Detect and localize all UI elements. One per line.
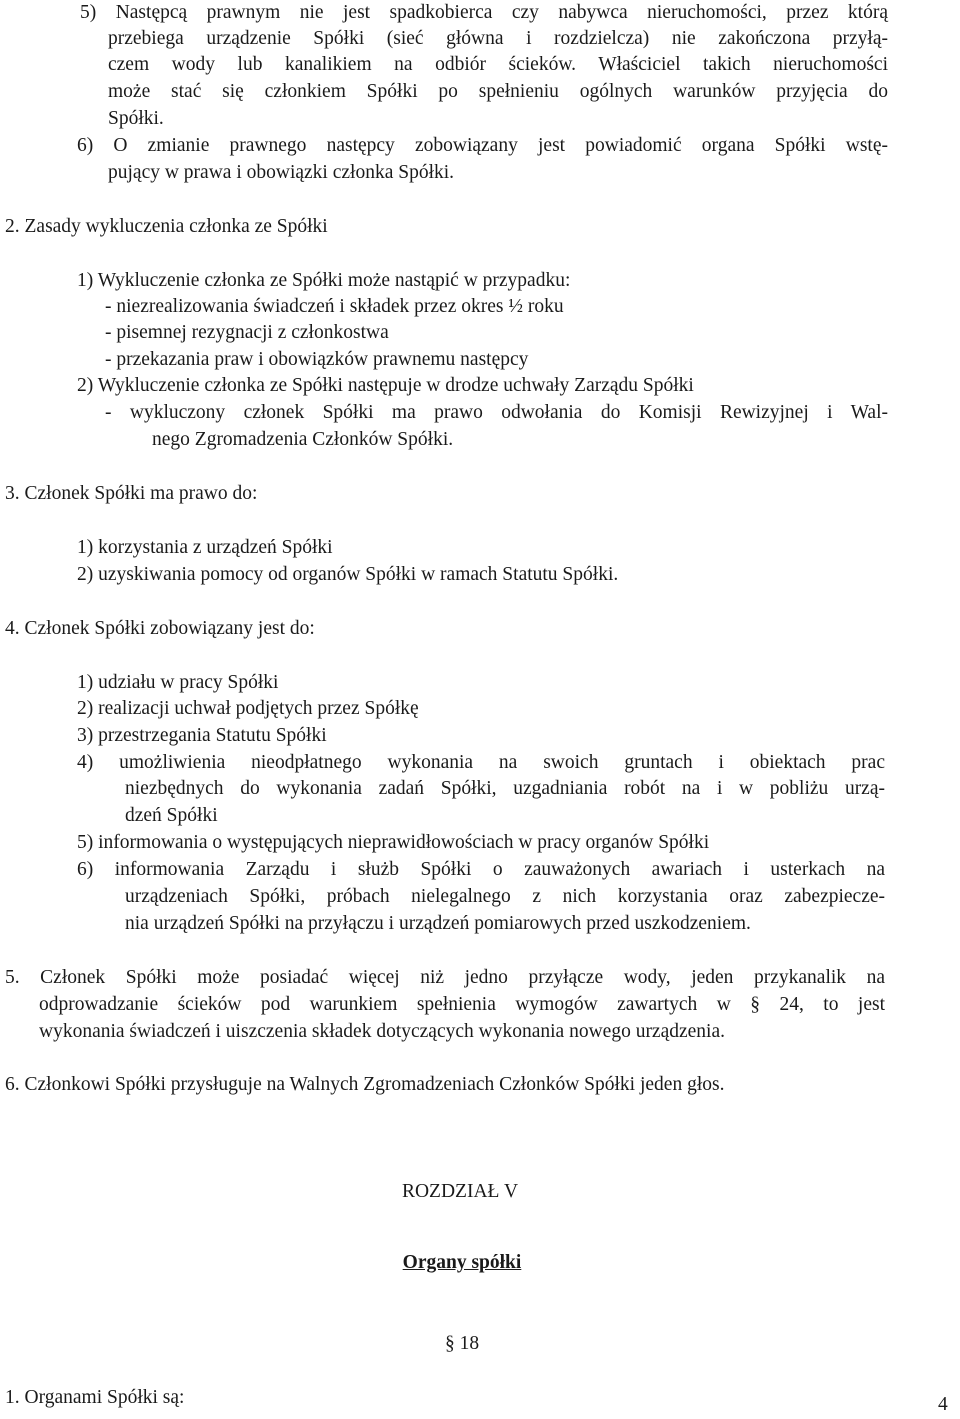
section-4-item-6-cont-1: urządzeniach Spółki, próbach nielegalnego z nich korzystania oraz zabezpiecze- — [125, 886, 885, 907]
section-2-item-1: 1) Wykluczenie członka ze Spółki może nastąpić w przypadku: — [77, 270, 571, 291]
section-4-item-2: 2) realizacji uchwał podjętych przez Spółkę — [77, 698, 419, 719]
section-6-text: 6. Członkowi Spółki przysługuje na Walnych Zgromadzeniach Członków Spółki jeden głos. — [5, 1074, 725, 1095]
section-4-item-4-cont-2: dzeń Spółki — [125, 805, 218, 826]
section-4-item-4-cont-1: niezbędnych do wykonania zadań Spółki, uzgadniania robót na i w pobliżu urzą- — [125, 778, 885, 799]
section-4-heading: 4. Członek Spółki zobowiązany jest do: — [5, 618, 315, 639]
organs-first-item: 1. Organami Spółki są: — [5, 1387, 185, 1408]
section-2-item-2: 2) Wykluczenie członka ze Spółki następuje w drodze uchwały Zarządu Spółki — [77, 375, 694, 396]
item-6-line-1: 6) O zmianie prawnego następcy zobowiązany jest powiadomić organa Spółki wstę- — [77, 135, 888, 156]
item-5-line-3: czem wody lub kanalikiem na odbiór ścieków. Właściciel takich nieruchomości — [108, 54, 888, 75]
section-2-dash-3: - przekazania praw i obowiązków prawnemu następcy — [105, 349, 529, 370]
section-2-dash-4-cont: nego Zgromadzenia Członków Spółki. — [152, 429, 454, 450]
section-4-item-6: 6) informowania Zarządu i służb Spółki o zauważonych awariach i usterkach na — [77, 859, 885, 880]
section-4-item-1: 1) udziału w pracy Spółki — [77, 672, 279, 693]
section-4-item-6-cont-2: nia urządzeń Spółki na przyłączu i urządzeń pomiarowych przed uszkodzeniem. — [125, 913, 751, 934]
item-5-line-4: może stać się członkiem Spółki po spełnieniu ogólnych warunków przyjęcia do — [108, 81, 888, 102]
section-3-item-1: 1) korzystania z urządzeń Spółki — [77, 537, 333, 558]
section-2-dash-4: - wykluczony członek Spółki ma prawo odwołania do Komisji Rewizyjnej i Wal- — [105, 402, 888, 423]
item-6-line-2: pujący w prawa i obowiązki członka Spółki. — [108, 162, 455, 183]
section-5-line-1: 5. Członek Spółki może posiadać więcej niż jedno przyłącze wody, jeden przykanalik na — [5, 967, 885, 988]
item-5-line-2: przebiega urządzenie Spółki (sieć główna i rozdzielcza) nie zakończona przyłą- — [108, 28, 888, 49]
section-3-heading: 3. Członek Spółki ma prawo do: — [5, 483, 258, 504]
section-5-line-2: odprowadzanie ścieków pod warunkiem spełnienia wymogów zawartych w § 24, to jest — [39, 994, 885, 1015]
section-2-dash-2: - pisemnej rezygnacji z członkostwa — [105, 322, 389, 343]
chapter-subtitle: Organy spółki — [402, 1252, 522, 1273]
chapter-subtitle-wrap — [0, 1250, 924, 1276]
item-5-line-1: 5) Następcą prawnym nie jest spadkobierca czy nabywca nieruchomości, przez którą — [80, 2, 888, 23]
section-4-item-5: 5) informowania o występujących nieprawidłowościach w pracy organów Spółki — [77, 832, 710, 853]
item-5-line-5: Spółki. — [108, 108, 164, 129]
section-4-item-3: 3) przestrzegania Statutu Spółki — [77, 725, 327, 746]
section-2-heading: 2. Zasady wykluczenia członka ze Spółki — [5, 216, 328, 237]
section-3-item-2: 2) uzyskiwania pomocy od organów Spółki w ramach Statutu Spółki. — [77, 564, 619, 585]
paragraph-number: § 18 — [444, 1333, 480, 1354]
section-5-line-3: wykonania świadczeń i uiszczenia składek dotyczących wykonania nowego urządzenia. — [39, 1021, 726, 1042]
section-2-dash-1: - niezrealizowania świadczeń i składek przez okres ½ roku — [105, 296, 564, 317]
section-4-item-4: 4) umożliwienia nieodpłatnego wykonania na swoich gruntach i obiektach prac — [77, 752, 885, 773]
page-number: 4 — [938, 1394, 948, 1415]
chapter-title: ROZDZIAŁ V — [401, 1181, 519, 1202]
